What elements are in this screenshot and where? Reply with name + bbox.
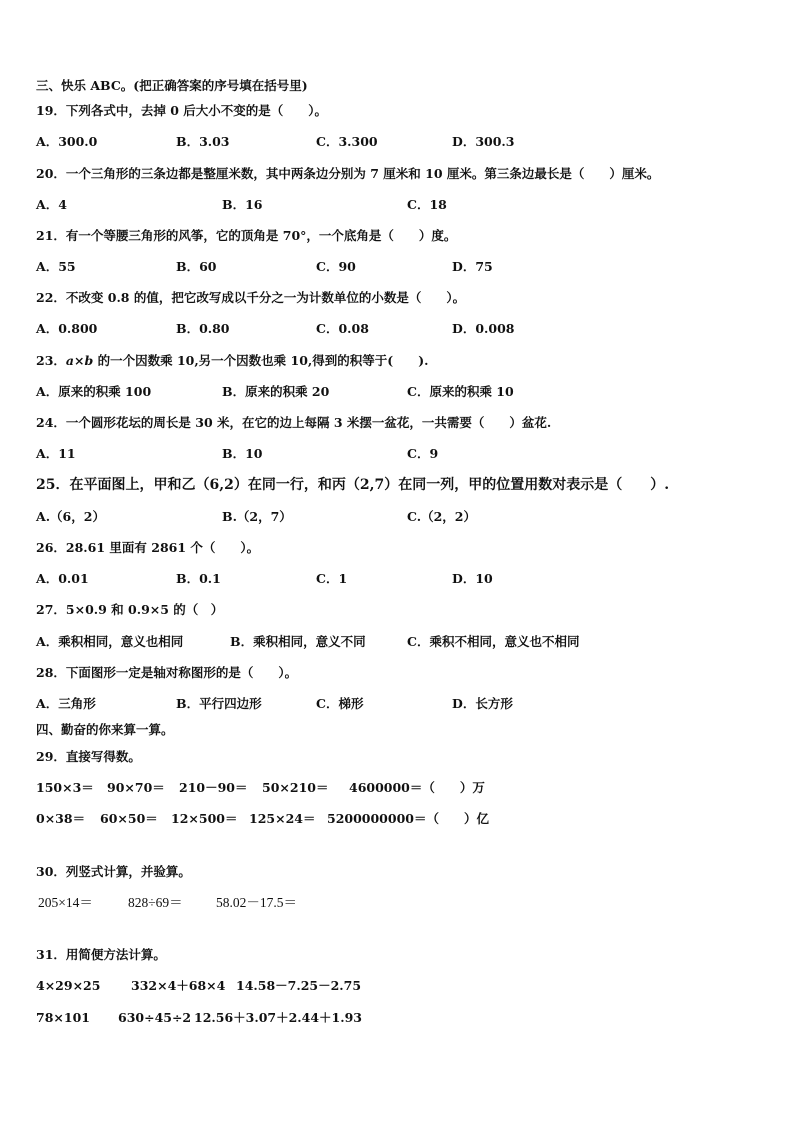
q24-option-c[interactable]: C．9 (407, 446, 439, 461)
q19-option-b[interactable]: B．3.03 (176, 134, 230, 149)
q19-option-c[interactable]: C．3.300 (316, 134, 378, 149)
q31-item: 630÷45÷2 (118, 1010, 192, 1025)
q31-item: 14.58－7.25－2.75 (236, 978, 362, 993)
q31-item: 78×101 (36, 1010, 90, 1025)
q23-stem (36, 353, 428, 369)
q25-stem: 25．在平面图上，甲和乙（6,2）在同一行，和丙（2,7）在同一列，甲的位置用数对表示是（ ）. (36, 477, 670, 493)
q26-stem: 26．28.61 里面有 2861 个（ ）。 (36, 540, 260, 555)
q31-item: 12.56＋3.07＋2.44＋1.93 (194, 1010, 362, 1025)
q24-stem: 24．一个圆形花坛的周长是 30 米，在它的边上每隔 3 米摆一盆花，一共需要（ ）盆花. (36, 415, 552, 430)
q29-item: 0×38＝ (36, 811, 86, 826)
q25-option-a[interactable]: A.（6，2） (36, 509, 105, 524)
q21-option-b[interactable]: B．60 (176, 259, 217, 274)
q23-option-b[interactable]: B．原来的积乘 20 (222, 384, 330, 399)
q19-option-a[interactable]: A．300.0 (36, 134, 98, 149)
q29-item: 60×50＝ (100, 811, 158, 826)
q21-option-d[interactable]: D．75 (452, 259, 493, 274)
q28-option-c[interactable]: C．梯形 (316, 696, 364, 711)
q30-stem: 30．列竖式计算，并验算。 (36, 864, 191, 879)
q23-number: 23． (36, 353, 66, 368)
q31-stem: 31．用简便方法计算。 (36, 947, 166, 962)
q24-option-b[interactable]: B．10 (222, 446, 263, 461)
q29-item: 12×500＝ (171, 811, 238, 826)
q20-stem: 20．一个三角形的三条边都是整厘米数，其中两条边分别为 7 厘米和 10 厘米。第三条边最长是（ ）厘米。 (36, 166, 660, 181)
q28-option-a[interactable]: A．三角形 (36, 696, 96, 711)
q28-option-d[interactable]: D．长方形 (452, 696, 513, 711)
q28-option-b[interactable]: B．平行四边形 (176, 696, 262, 711)
q29-item: 125×24＝ (249, 811, 316, 826)
q26-option-b[interactable]: B．0.1 (176, 571, 221, 586)
q29-stem: 29．直接写得数。 (36, 749, 141, 764)
q26-option-c[interactable]: C．1 (316, 571, 348, 586)
q22-option-a[interactable]: A．0.800 (36, 321, 98, 336)
q20-option-c[interactable]: C．18 (407, 197, 447, 212)
q27-option-c[interactable]: C．乘积不相同，意义也不相同 (407, 634, 580, 649)
q27-option-b[interactable]: B．乘积相同，意义不同 (230, 634, 366, 649)
q29-item: 4600000＝（ ）万 (349, 780, 485, 795)
q31-item: 332×4＋68×4 (131, 978, 226, 993)
q29-item: 150×3＝ (36, 780, 94, 795)
q21-option-a[interactable]: A．55 (36, 259, 76, 274)
q27-option-a[interactable]: A．乘积相同，意义也相同 (36, 634, 184, 649)
q25-option-c[interactable]: C.（2，2） (407, 509, 476, 524)
q31-item: 4×29×25 (36, 978, 101, 993)
q23-option-c[interactable]: C．原来的积乘 10 (407, 384, 514, 399)
q26-option-d[interactable]: D．10 (452, 571, 493, 586)
q26-option-a[interactable]: A．0.01 (36, 571, 89, 586)
q25-option-b[interactable]: B.（2，7） (222, 509, 292, 524)
section-4-heading: 四、勤奋的你来算一算。 (36, 722, 174, 737)
section-3-heading: 三、快乐 ABC。(把正确答案的序号填在括号里) (36, 78, 308, 93)
q30-item: 205×14＝ (38, 895, 93, 910)
q21-option-c[interactable]: C．90 (316, 259, 356, 274)
q20-option-b[interactable]: B．16 (222, 197, 263, 212)
q23-stem-rest: 的一个因数乘 10,另一个因数也乘 10,得到的积等于( ). (93, 353, 429, 368)
q23-variable: a×b (65, 353, 94, 368)
q22-stem: 22．不改变 0.8 的值，把它改写成以千分之一为计数单位的小数是（ ）。 (36, 290, 466, 305)
q22-option-d[interactable]: D．0.008 (452, 321, 515, 336)
q30-item: 58.02－17.5＝ (216, 895, 297, 910)
q22-option-b[interactable]: B．0.80 (176, 321, 230, 336)
q29-item: 50×210＝ (262, 780, 329, 795)
q19-stem: 19．下列各式中，去掉 0 后大小不变的是（ ）。 (36, 103, 328, 118)
q23-option-a[interactable]: A．原来的积乘 100 (36, 384, 152, 399)
q24-option-a[interactable]: A．11 (36, 446, 76, 461)
q29-item: 90×70＝ (107, 780, 165, 795)
q19-option-d[interactable]: D．300.3 (452, 134, 515, 149)
q21-stem: 21．有一个等腰三角形的风筝，它的顶角是 70°，一个底角是（ ）度。 (36, 228, 457, 243)
q27-stem: 27．5×0.9 和 0.9×5 的（ ） (36, 602, 224, 617)
q29-item: 5200000000＝（ ）亿 (327, 811, 489, 826)
q22-option-c[interactable]: C．0.08 (316, 321, 369, 336)
q29-item: 210－90＝ (179, 780, 248, 795)
q28-stem: 28．下面图形一定是轴对称图形的是（ ）。 (36, 665, 298, 680)
q30-item: 828÷69＝ (128, 895, 183, 910)
q20-option-a[interactable]: A．4 (36, 197, 67, 212)
